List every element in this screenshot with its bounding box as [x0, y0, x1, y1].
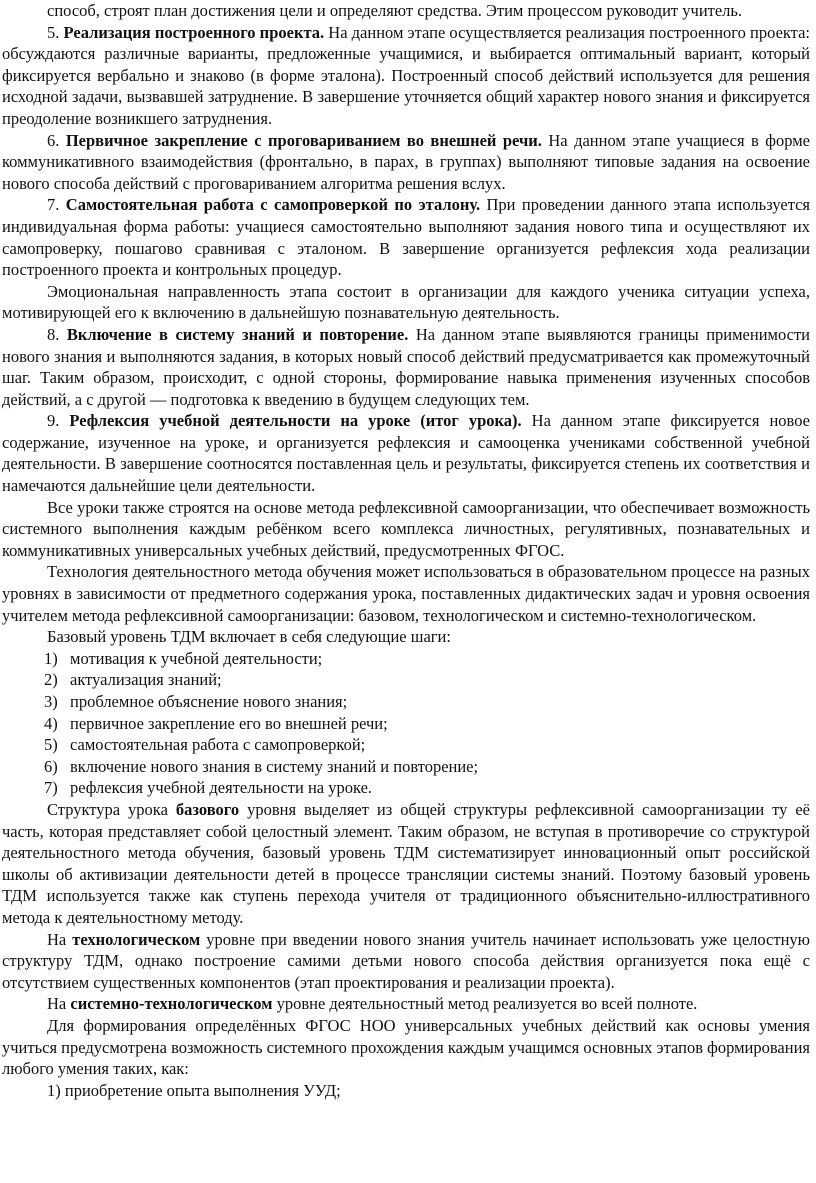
list-item: [2, 756, 810, 778]
stage-8: [2, 324, 810, 410]
stage-7: [2, 194, 810, 280]
list-item-text: проблемное объяснение нового знания;: [70, 692, 348, 711]
stage-6-title: Первичное закрепление с проговариванием во внешней речи.: [65, 130, 542, 150]
emphasis-system-technological: системно-технологическом: [70, 994, 273, 1014]
stage-9-number: 9.: [47, 411, 60, 431]
list-item-number: 7): [44, 778, 58, 798]
stage-8-title: Включение в систему знаний и повторение.: [66, 324, 409, 344]
list-item-text: самостоятельная работа с самопроверкой;: [70, 735, 366, 755]
list-item: 1) приобретение опыта выполнения УУД;: [47, 1080, 341, 1100]
paragraph-intro: способ, строят план достижения цели и определяют средства. Этим процессом руководит учитель.: [47, 1, 743, 20]
list-item-text: рефлексия учебной деятельности на уроке.: [70, 778, 373, 798]
paragraph-technological-level: [2, 929, 810, 994]
stage-9-text: На данном этапе фиксируется новое содержание, изученное на уроке, и организуется рефлексия и самооценка учениками собственной учебной деятельности. В завершение соотносятся поставленная цель и результаты, фиксируется степень их соответствия и намечаются дальнейшие цели деятельности.: [2, 411, 810, 496]
stage-5-title: Реализация построенного проекта.: [63, 22, 325, 42]
stage-6: [2, 130, 810, 195]
stage-8-number: 8.: [47, 324, 60, 344]
text-run: уровне деятельностный метод реализуется во всей полноте.: [272, 994, 698, 1014]
list-item-text: мотивация к учебной деятельности;: [70, 648, 323, 668]
list-item-text: актуализация знаний;: [70, 670, 222, 690]
emphasis-technological: технологическом: [72, 929, 201, 949]
text-run: На: [47, 994, 71, 1014]
stage-5-number: 5.: [47, 22, 60, 42]
list-item: [2, 777, 810, 799]
text-run: уровня выделяет из общей структуры рефлексивной самоорганизации ту её часть, которая представляет собой целостный элемент. Таким образом, не вступая в противоречие со структурой деятельностного метода обучения, базовый уровень ТДМ систематизирует инновационный опыт российской школы об активизации деятельности детей в процессе трансляции системы знаний. Поэтому базовый уровень ТДМ используется также как ступень перехода учителя от традиционного объяснительно-иллюстративного метода к деятельностному методу.: [2, 799, 810, 927]
stage-8-text: На данном этапе выявляются границы применимости нового знания и выполняются задания, в которых новый способ действий предусматривается как промежуточный шаг. Таким образом, происходит, с одной стороны, формирование навыка применения изученных способов действий, а с другой — подготовка к введению в будущем следующих тем.: [2, 324, 811, 409]
list-item-number: 6): [44, 756, 58, 776]
stage-5: [2, 22, 810, 130]
stage-7-number: 7.: [47, 195, 60, 215]
stage-6-text: На данном этапе учащиеся в форме коммуникативного взаимодействия (фронтально, в парах, в группах) выполняют типовые задания на освоение нового способа действий с проговариванием алгоритма решения вслух.: [2, 130, 810, 193]
list-item-text: первичное закрепление его во внешней речи;: [70, 713, 388, 733]
paragraph-base-level: Базовый уровень ТДМ включает в себя следующие шаги:: [47, 627, 451, 647]
list-item-number: 4): [44, 713, 58, 733]
stage-6-number: 6.: [47, 130, 60, 150]
list-item: [2, 713, 810, 735]
paragraph-emotion: Эмоциональная направленность этапа состоит в организации для каждого ученика ситуации успеха, мотивирующей его к включению в дальнейшую познавательную деятельность.: [2, 281, 810, 323]
list-item: [2, 734, 810, 756]
paragraph-lesson-structure: [2, 799, 810, 929]
list-item: [2, 648, 810, 670]
stage-7-title: Самостоятельная работа с самопроверкой по эталону.: [65, 195, 481, 215]
paragraph-system-technological-level: [2, 993, 810, 1015]
stage-5-text: На данном этапе осуществляется реализация построенного проекта: обсуждаются различные варианты, предложенные учащимися, и выбирается оптимальный вариант, который фиксируется вербально и знаково (в форме эталона). Построенный способ действий используется для решения исходной задачи, вызвавшей затруднение. В завершение уточняется общий характер нового знания и фиксируется преодоление возникшего затруднения.: [2, 22, 811, 128]
list-item-number: 2): [44, 670, 58, 690]
emphasis-base: базового: [175, 799, 240, 819]
text-run: Структура урока: [47, 799, 176, 819]
paragraph-uud: Для формирования определённых ФГОС НОО универсальных учебных действий как основы умения учиться предусмотрена возможность системного прохождения каждым учащимся основных этапов формирования любого умения таких, как:: [2, 1015, 810, 1079]
paragraph-all-lessons: Все уроки также строятся на основе метода рефлексивной самоорганизации, что обеспечивает возможность системного выполнения каждым ребёнком всего комплекса личностных, регулятивных, познавательных и коммуникативных универсальных учебных действий, предусмотренных ФГОС.: [2, 497, 810, 560]
list-item-number: 1): [44, 648, 58, 668]
list-item: [2, 669, 810, 691]
list-item-number: 3): [44, 692, 58, 711]
base-level-steps-list: [2, 648, 810, 799]
stage-9: [2, 410, 810, 496]
list-item-text: включение нового знания в систему знаний и повторение;: [70, 756, 479, 776]
text-run: уровне при введении нового знания учитель начинает использовать уже целостную структуру ТДМ, однако построение самими детьми нового способа действия организуется пока ещё с отсутствием существенных компонентов (этап проектирования и реализации проекта).: [2, 929, 810, 992]
list-item: [2, 691, 810, 713]
text-run: На: [47, 929, 73, 949]
list-item-number: 5): [44, 735, 58, 755]
uud-list: [2, 1080, 810, 1102]
paragraph-technology-levels: Технология деятельностного метода обучения может использоваться в образовательном процессе на разных уровнях в зависимости от предметного содержания урока, поставленных дидактических задач и уровня освоения учителем метода рефлексивной самоорганизации: базовом, технологическом и системно-технологическом.: [2, 562, 810, 625]
stage-9-title: Рефлексия учебной деятельности на уроке (итог урока).: [69, 411, 522, 431]
stage-7-text: При проведении данного этапа используется индивидуальная форма работы: учащиеся самостоятельно выполняют задания нового типа и осуществляют их самопроверку, пошагово сравнивая с эталоном. В завершение организуется рефлексия хода реализации построенного проекта и контрольных процедур.: [2, 195, 811, 280]
